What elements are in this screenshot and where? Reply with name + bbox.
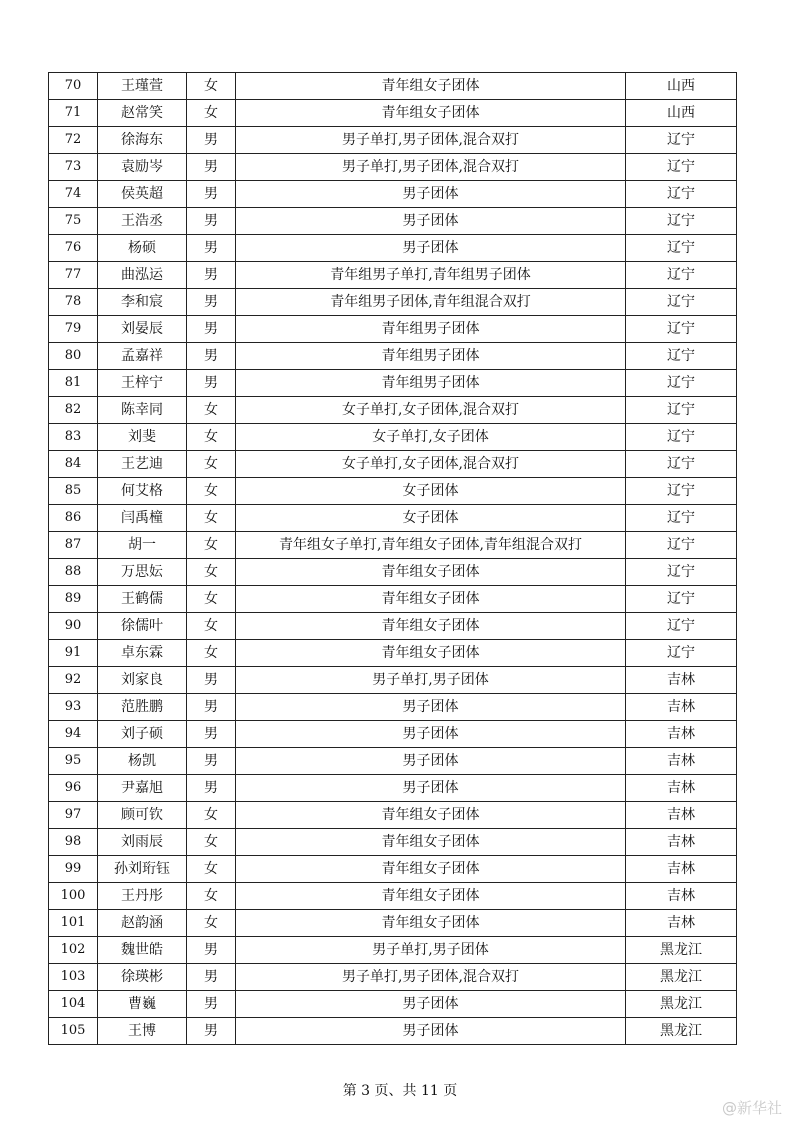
table-row — [49, 208, 737, 235]
events-cell: 青年组女子团体 — [236, 856, 626, 883]
number-cell: 87 — [49, 532, 98, 559]
name-cell: 徐儒叶 — [98, 613, 187, 640]
name-cell: 闫禹橦 — [98, 505, 187, 532]
number-cell: 80 — [49, 343, 98, 370]
name-cell: 赵韵涵 — [98, 910, 187, 937]
number-cell: 70 — [49, 73, 98, 100]
name-cell: 刘晏辰 — [98, 316, 187, 343]
region-cell: 辽宁 — [626, 343, 737, 370]
number-cell: 83 — [49, 424, 98, 451]
region-cell: 辽宁 — [626, 424, 737, 451]
name-cell: 何艾格 — [98, 478, 187, 505]
table-row — [49, 505, 737, 532]
events-cell: 青年组男子团体 — [236, 316, 626, 343]
region-cell: 吉林 — [626, 829, 737, 856]
name-cell: 顾可钦 — [98, 802, 187, 829]
name-cell: 孟嘉祥 — [98, 343, 187, 370]
number-cell: 76 — [49, 235, 98, 262]
name-cell: 王瑾萱 — [98, 73, 187, 100]
table-row — [49, 694, 737, 721]
region-cell: 吉林 — [626, 775, 737, 802]
number-cell: 86 — [49, 505, 98, 532]
events-cell: 男子单打,男子团体 — [236, 667, 626, 694]
events-cell: 男子团体 — [236, 694, 626, 721]
events-cell: 男子团体 — [236, 991, 626, 1018]
number-cell: 75 — [49, 208, 98, 235]
name-cell: 杨凯 — [98, 748, 187, 775]
gender-cell: 男 — [187, 721, 236, 748]
gender-cell: 女 — [187, 883, 236, 910]
roster-table — [48, 72, 737, 1045]
table-row — [49, 127, 737, 154]
number-cell: 74 — [49, 181, 98, 208]
table-row — [49, 478, 737, 505]
number-cell: 78 — [49, 289, 98, 316]
events-cell: 女子单打,女子团体 — [236, 424, 626, 451]
region-cell: 辽宁 — [626, 154, 737, 181]
number-cell: 82 — [49, 397, 98, 424]
events-cell: 青年组男子单打,青年组男子团体 — [236, 262, 626, 289]
table-row — [49, 343, 737, 370]
name-cell: 刘子硕 — [98, 721, 187, 748]
table-row — [49, 235, 737, 262]
gender-cell: 男 — [187, 127, 236, 154]
gender-cell: 女 — [187, 856, 236, 883]
name-cell: 尹嘉旭 — [98, 775, 187, 802]
number-cell: 89 — [49, 586, 98, 613]
events-cell: 女子团体 — [236, 505, 626, 532]
events-cell: 男子团体 — [236, 775, 626, 802]
gender-cell: 男 — [187, 370, 236, 397]
table-row — [49, 532, 737, 559]
number-cell: 101 — [49, 910, 98, 937]
table-row — [49, 829, 737, 856]
number-cell: 105 — [49, 1018, 98, 1045]
gender-cell: 男 — [187, 289, 236, 316]
region-cell: 辽宁 — [626, 370, 737, 397]
gender-cell: 男 — [187, 667, 236, 694]
number-cell: 95 — [49, 748, 98, 775]
region-cell: 辽宁 — [626, 181, 737, 208]
region-cell: 黑龙江 — [626, 937, 737, 964]
number-cell: 93 — [49, 694, 98, 721]
table-row — [49, 1018, 737, 1045]
number-cell: 99 — [49, 856, 98, 883]
region-cell: 辽宁 — [626, 316, 737, 343]
number-cell: 103 — [49, 964, 98, 991]
events-cell: 男子单打,男子团体,混合双打 — [236, 154, 626, 181]
name-cell: 杨硕 — [98, 235, 187, 262]
number-cell: 98 — [49, 829, 98, 856]
events-cell: 男子团体 — [236, 1018, 626, 1045]
gender-cell: 男 — [187, 262, 236, 289]
name-cell: 侯英超 — [98, 181, 187, 208]
table-row — [49, 748, 737, 775]
table-row — [49, 370, 737, 397]
region-cell: 辽宁 — [626, 262, 737, 289]
name-cell: 王梓宁 — [98, 370, 187, 397]
gender-cell: 女 — [187, 424, 236, 451]
table-row — [49, 802, 737, 829]
region-cell: 辽宁 — [626, 451, 737, 478]
region-cell: 辽宁 — [626, 586, 737, 613]
number-cell: 92 — [49, 667, 98, 694]
name-cell: 卓东霖 — [98, 640, 187, 667]
region-cell: 辽宁 — [626, 127, 737, 154]
region-cell: 黑龙江 — [626, 964, 737, 991]
table-row — [49, 775, 737, 802]
events-cell: 青年组女子团体 — [236, 802, 626, 829]
name-cell: 李和宸 — [98, 289, 187, 316]
events-cell: 男子团体 — [236, 181, 626, 208]
number-cell: 97 — [49, 802, 98, 829]
gender-cell: 男 — [187, 1018, 236, 1045]
gender-cell: 女 — [187, 613, 236, 640]
events-cell: 青年组女子团体 — [236, 829, 626, 856]
region-cell: 辽宁 — [626, 505, 737, 532]
table-row — [49, 424, 737, 451]
name-cell: 王艺迪 — [98, 451, 187, 478]
region-cell: 辽宁 — [626, 640, 737, 667]
table-row — [49, 181, 737, 208]
name-cell: 王浩丞 — [98, 208, 187, 235]
number-cell: 90 — [49, 613, 98, 640]
events-cell: 男子团体 — [236, 721, 626, 748]
number-cell: 100 — [49, 883, 98, 910]
table-row — [49, 883, 737, 910]
name-cell: 魏世皓 — [98, 937, 187, 964]
events-cell: 青年组女子团体 — [236, 910, 626, 937]
name-cell: 孙刘珩钰 — [98, 856, 187, 883]
region-cell: 吉林 — [626, 910, 737, 937]
gender-cell: 男 — [187, 181, 236, 208]
gender-cell: 女 — [187, 910, 236, 937]
number-cell: 91 — [49, 640, 98, 667]
name-cell: 曹巍 — [98, 991, 187, 1018]
table-row — [49, 397, 737, 424]
gender-cell: 女 — [187, 397, 236, 424]
gender-cell: 女 — [187, 100, 236, 127]
number-cell: 77 — [49, 262, 98, 289]
table-row — [49, 910, 737, 937]
number-cell: 88 — [49, 559, 98, 586]
region-cell: 吉林 — [626, 802, 737, 829]
number-cell: 73 — [49, 154, 98, 181]
events-cell: 女子单打,女子团体,混合双打 — [236, 397, 626, 424]
name-cell: 刘家良 — [98, 667, 187, 694]
number-cell: 84 — [49, 451, 98, 478]
table-row — [49, 559, 737, 586]
gender-cell: 男 — [187, 775, 236, 802]
region-cell: 吉林 — [626, 883, 737, 910]
watermark: @新华社 — [721, 1099, 782, 1117]
number-cell: 71 — [49, 100, 98, 127]
number-cell: 79 — [49, 316, 98, 343]
gender-cell: 女 — [187, 640, 236, 667]
region-cell: 辽宁 — [626, 208, 737, 235]
table-row — [49, 100, 737, 127]
name-cell: 刘雨辰 — [98, 829, 187, 856]
name-cell: 王博 — [98, 1018, 187, 1045]
table-row — [49, 964, 737, 991]
events-cell: 青年组女子团体 — [236, 586, 626, 613]
name-cell: 陈幸同 — [98, 397, 187, 424]
gender-cell: 男 — [187, 694, 236, 721]
number-cell: 96 — [49, 775, 98, 802]
name-cell: 袁励岑 — [98, 154, 187, 181]
region-cell: 山西 — [626, 100, 737, 127]
events-cell: 男子单打,男子团体 — [236, 937, 626, 964]
table-row — [49, 721, 737, 748]
gender-cell: 男 — [187, 154, 236, 181]
gender-cell: 男 — [187, 235, 236, 262]
gender-cell: 女 — [187, 559, 236, 586]
page-footer: 第 3 页、共 11 页 — [342, 1083, 458, 1099]
region-cell: 吉林 — [626, 748, 737, 775]
gender-cell: 女 — [187, 829, 236, 856]
gender-cell: 女 — [187, 478, 236, 505]
gender-cell: 女 — [187, 802, 236, 829]
name-cell: 王鹤儒 — [98, 586, 187, 613]
events-cell: 青年组女子团体 — [236, 613, 626, 640]
events-cell: 青年组女子团体 — [236, 100, 626, 127]
number-cell: 81 — [49, 370, 98, 397]
events-cell: 青年组男子团体 — [236, 343, 626, 370]
region-cell: 黑龙江 — [626, 1018, 737, 1045]
gender-cell: 男 — [187, 964, 236, 991]
name-cell: 王丹彤 — [98, 883, 187, 910]
table-row — [49, 289, 737, 316]
name-cell: 刘斐 — [98, 424, 187, 451]
region-cell: 辽宁 — [626, 397, 737, 424]
region-cell: 吉林 — [626, 694, 737, 721]
region-cell: 辽宁 — [626, 289, 737, 316]
table-row — [49, 316, 737, 343]
events-cell: 男子单打,男子团体,混合双打 — [236, 964, 626, 991]
region-cell: 辽宁 — [626, 559, 737, 586]
name-cell: 胡一 — [98, 532, 187, 559]
name-cell: 徐海东 — [98, 127, 187, 154]
events-cell: 青年组女子团体 — [236, 883, 626, 910]
events-cell: 青年组女子单打,青年组女子团体,青年组混合双打 — [236, 532, 626, 559]
table-row — [49, 154, 737, 181]
name-cell: 范胜鹏 — [98, 694, 187, 721]
name-cell: 赵常笑 — [98, 100, 187, 127]
region-cell: 辽宁 — [626, 235, 737, 262]
roster-sheet — [48, 72, 736, 1045]
gender-cell: 男 — [187, 316, 236, 343]
gender-cell: 女 — [187, 73, 236, 100]
events-cell: 男子团体 — [236, 748, 626, 775]
table-row — [49, 613, 737, 640]
region-cell: 辽宁 — [626, 532, 737, 559]
events-cell: 青年组女子团体 — [236, 73, 626, 100]
table-row — [49, 586, 737, 613]
region-cell: 辽宁 — [626, 613, 737, 640]
name-cell: 万思妘 — [98, 559, 187, 586]
gender-cell: 男 — [187, 991, 236, 1018]
gender-cell: 女 — [187, 451, 236, 478]
events-cell: 男子团体 — [236, 208, 626, 235]
region-cell: 辽宁 — [626, 478, 737, 505]
number-cell: 94 — [49, 721, 98, 748]
gender-cell: 男 — [187, 748, 236, 775]
region-cell: 吉林 — [626, 721, 737, 748]
name-cell: 曲泓运 — [98, 262, 187, 289]
events-cell: 女子单打,女子团体,混合双打 — [236, 451, 626, 478]
table-row — [49, 640, 737, 667]
events-cell: 青年组男子团体,青年组混合双打 — [236, 289, 626, 316]
number-cell: 104 — [49, 991, 98, 1018]
roster-body — [49, 73, 737, 1045]
region-cell: 吉林 — [626, 856, 737, 883]
gender-cell: 男 — [187, 208, 236, 235]
events-cell: 男子团体 — [236, 235, 626, 262]
table-row — [49, 73, 737, 100]
table-row — [49, 262, 737, 289]
gender-cell: 女 — [187, 505, 236, 532]
gender-cell: 男 — [187, 343, 236, 370]
table-row — [49, 451, 737, 478]
region-cell: 吉林 — [626, 667, 737, 694]
number-cell: 102 — [49, 937, 98, 964]
region-cell: 黑龙江 — [626, 991, 737, 1018]
number-cell: 85 — [49, 478, 98, 505]
events-cell: 青年组女子团体 — [236, 559, 626, 586]
events-cell: 男子单打,男子团体,混合双打 — [236, 127, 626, 154]
events-cell: 青年组女子团体 — [236, 640, 626, 667]
gender-cell: 女 — [187, 532, 236, 559]
gender-cell: 女 — [187, 586, 236, 613]
table-row — [49, 991, 737, 1018]
events-cell: 青年组男子团体 — [236, 370, 626, 397]
table-row — [49, 937, 737, 964]
number-cell: 72 — [49, 127, 98, 154]
region-cell: 山西 — [626, 73, 737, 100]
table-row — [49, 856, 737, 883]
name-cell: 徐瑛彬 — [98, 964, 187, 991]
events-cell: 女子团体 — [236, 478, 626, 505]
gender-cell: 男 — [187, 937, 236, 964]
table-row — [49, 667, 737, 694]
